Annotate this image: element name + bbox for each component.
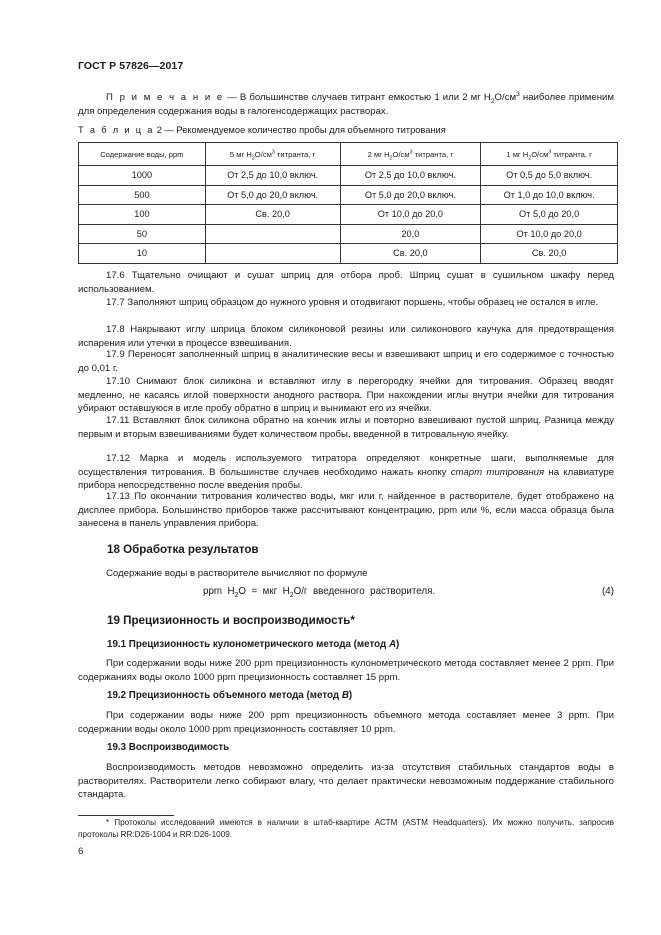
step-17-7: 17.7 Заполняют шприц образцом до нужного уровня и отодвигают поршень, чтобы образец не остался в игле. bbox=[106, 297, 599, 308]
cell-titrant-2: 20,0 bbox=[340, 224, 481, 244]
cell-titrant-2: От 2,5 до 10,0 включ. bbox=[340, 166, 481, 186]
table-title: 2 — Рекомендуемое количество пробы для объемного титрования bbox=[154, 125, 446, 135]
step-17-9: 17.9 Переносят заполненный шприц в аналитические весы и взвешивают шприц и его содержимое с точностью до 0,01 г. bbox=[78, 349, 614, 374]
table-row bbox=[79, 224, 618, 244]
page-number: 6 bbox=[78, 846, 84, 857]
step-17-12-text-b: на клавиатуре прибора непосредственно после введения пробы. bbox=[78, 466, 614, 491]
cell-ppm: 50 bbox=[79, 224, 206, 244]
cell-titrant-2: От 5,0 до 20,0 включ. bbox=[340, 185, 481, 205]
table-row bbox=[79, 166, 618, 186]
step-17-13: 17.13 По окончании титрования количество воды, мкг или г, найденное в растворителе, будет отображено на дисплее прибора. Большинство приборов также рассчитывают концентрацию, ppm или %, если масса образца была занесена в панель управления прибора. bbox=[78, 491, 614, 529]
cell-titrant-5 bbox=[205, 224, 340, 244]
step-17-12 bbox=[78, 452, 614, 493]
table-caption bbox=[78, 125, 446, 135]
footnote-divider bbox=[78, 815, 174, 816]
cell-titrant-1: Св. 20,0 bbox=[481, 244, 618, 264]
header-water-content: Содержание воды, ppm bbox=[79, 143, 206, 166]
document-header: ГОСТ Р 57826—2017 bbox=[78, 60, 184, 72]
cell-titrant-5: От 2,5 до 10,0 включ. bbox=[205, 166, 340, 186]
formula-4 bbox=[78, 586, 614, 600]
start-titration-term: старт титрования bbox=[450, 466, 545, 478]
section-19-2-title: 19.2 Прецизионность объемного метода (метод B) bbox=[107, 690, 353, 701]
table-row bbox=[79, 205, 618, 225]
note-paragraph bbox=[78, 91, 614, 118]
cell-ppm: 10 bbox=[79, 244, 206, 264]
cell-ppm: 100 bbox=[79, 205, 206, 225]
header-titrant-1: 1 мг $H_2O/см^3$ титранта, г bbox=[481, 143, 618, 166]
footnote: * Протоколы исследований имеются в наличии в штаб-квартире АСТМ (ASTM Headquarters). Их можно получить, запросив протоколы RR:D26-1004 и RR:D26-1009. bbox=[78, 818, 614, 839]
step-17-8: 17.8 Накрывают иглу шприца блоком силиконовой резины или силиконового каучука для предотвращения испарения или утечки в процессе взвешивания. bbox=[78, 324, 614, 349]
cell-titrant-5 bbox=[205, 244, 340, 264]
step-17-11: 17.11 Вставляют блок силикона обратно на кончик иглы и повторно взвешивают пустой шприц. Разница между первым и вторым взвешиваниями будет количеством пробы, введенной в титровальную ячейку. bbox=[78, 415, 614, 440]
table-label: Т а б л и ц а bbox=[78, 125, 155, 135]
header-titrant-2: 2 мг $H_2O/см^3$ титранта, г bbox=[340, 143, 481, 166]
section-19-title: 19 Прецизионность и воспроизводимость* bbox=[107, 614, 355, 627]
formula-number: (4) bbox=[602, 586, 614, 597]
table-header-row bbox=[79, 143, 618, 166]
table-row bbox=[79, 244, 618, 264]
table-row bbox=[79, 185, 618, 205]
note-text: — В большинстве случаев титрант емкостью 1 или 2 мг $H_2O/см^3$ наиболее применим для определения содержания воды в галогенсодержащих растворах. bbox=[78, 90, 614, 117]
sample-quantity-table bbox=[78, 142, 618, 264]
cell-titrant-5: От 5,0 до 20,0 включ. bbox=[205, 185, 340, 205]
cell-titrant-2: Св. 20,0 bbox=[340, 244, 481, 264]
header-titrant-5: 5 мг $H_2O/см^3$ титранта, г bbox=[205, 143, 340, 166]
cell-titrant-1: От 0,5 до 5,0 включ. bbox=[481, 166, 618, 186]
cell-titrant-1: От 10,0 до 20,0 bbox=[481, 224, 618, 244]
cell-titrant-2: От 10,0 до 20,0 bbox=[340, 205, 481, 225]
step-17-6: 17.6 Тщательно очищают и сушат шприц для отбора проб. Шприц сушат в сушильном шкафу перед использованием. bbox=[78, 270, 614, 295]
cell-titrant-1: От 1,0 до 10,0 включ. bbox=[481, 185, 618, 205]
section-19-3-text: Воспроизводимость методов невозможно определить из-за отсутствия стабильных стандартов воды в растворителях. Растворители легко собирают влагу, что делает практически невозможным поддержание стабильного стандарта. bbox=[78, 762, 614, 800]
section-19-1-text: При содержании воды ниже 200 ppm прецизионность кулонометрического метода составляет менее 2 ppm. При содержаниях воды около 1000 ppm прецизионность составляет 15 ppm. bbox=[78, 658, 614, 683]
cell-titrant-1: От 5,0 до 20,0 bbox=[481, 205, 618, 225]
section-18-intro: Содержание воды в растворителе вычисляют по формуле bbox=[106, 568, 368, 579]
section-19-3-title: 19.3 Воспроизводимость bbox=[107, 742, 230, 753]
note-label: П р и м е ч а н и е bbox=[106, 92, 225, 103]
cell-ppm: 1000 bbox=[79, 166, 206, 186]
section-19-1-title: 19.1 Прецизионность кулонометрического метода (метод A) bbox=[107, 639, 400, 650]
formula-expression: ppm $H_2O$ = мкг $H_2O/г$ введенного растворителя. bbox=[203, 586, 436, 599]
cell-titrant-5: Св. 20,0 bbox=[205, 205, 340, 225]
section-19-2-text: При содержании воды ниже 200 ppm прецизионность объемного метода составляет менее 3 ppm. При содержании воды около 1000 ppm прецизионность составляет 10 ppm. bbox=[78, 710, 614, 735]
step-17-12-text-a: 17.12 Марка и модель используемого титратора определяют конкретные шаги, выполняемые для осуществления титрования. В большинстве случаев необходимо нажать кнопку bbox=[78, 453, 614, 478]
step-17-10: 17.10 Снимают блок силикона и вставляют иглу в перегородку ячейки для титрования. Образец вводят медленно, не касаясь иглой поверхности анодного раствора. При нахождении иглы внутри ячейки для титрования убирают оставшуюся в игле пробу обратно в шприц и вынимают его из ячейки. bbox=[78, 376, 614, 414]
section-18-title: 18 Обработка результатов bbox=[107, 543, 259, 556]
cell-ppm: 500 bbox=[79, 185, 206, 205]
